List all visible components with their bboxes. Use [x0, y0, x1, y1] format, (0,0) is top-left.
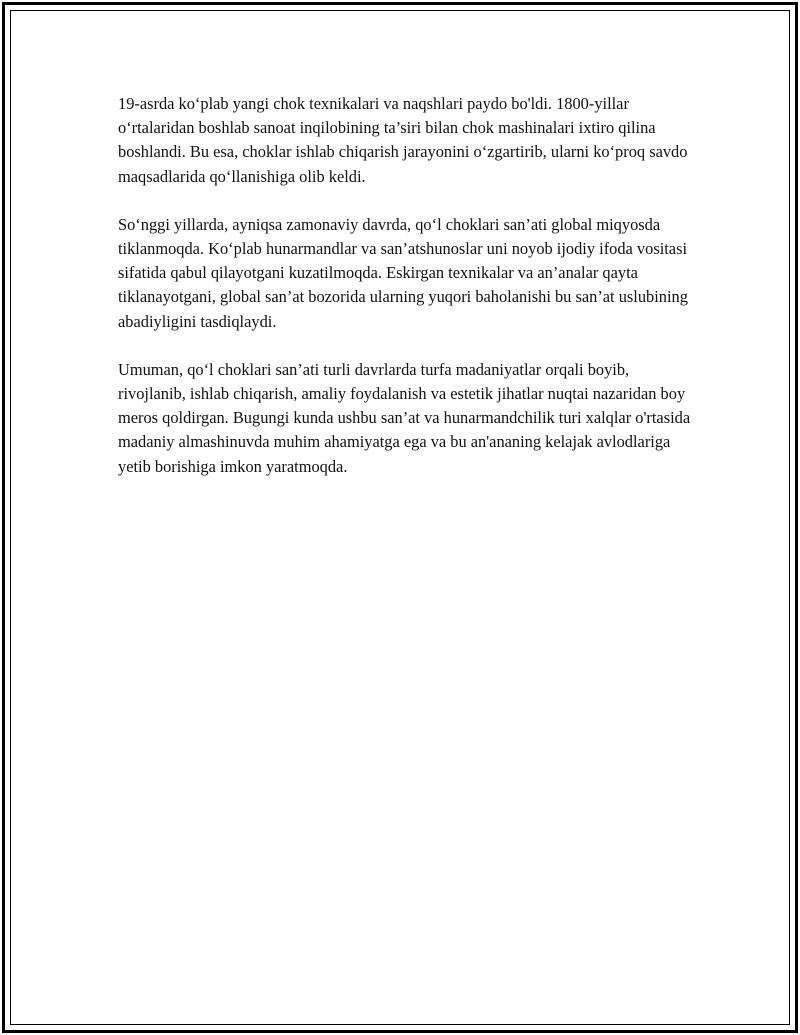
paragraph-1: 19-asrda ko‘plab yangi chok texnikalari va naqshlari paydo bo'ldi. 1800-yillar o‘rtalaridan boshlab sanoat inqilobining ta’siri bilan chok mashinalari ixtiro qilina boshlandi. Bu esa, choklar ishlab chiqarish jarayonini o‘zgartirib, ularni ko‘proq savdo maqsadlarida qo‘llanishiga olib keldi.	[118, 94, 688, 186]
paragraph-2: So‘nggi yillarda, ayniqsa zamonaviy davrda, qo‘l choklari san’ati global miqyosda tiklanmoqda. Ko‘plab hunarmandlar va san’atshunoslar uni noyob ijodiy ifoda vositasi sifatida qabul qilayotgani kuzatilmoqda. Eskirgan texnikalar va an’analar qayta tiklanayotgani, global san’at bozorida ularning yuqori baholanishi bu san’at uslubining abadiyligini tasdiqlaydi.	[118, 214, 688, 331]
paragraph-3: Umuman, qo‘l choklari san’ati turli davrlarda turfa madaniyatlar orqali boyib, rivojlanib, ishlab chiqarish, amaliy foydalanish va estetik jihatlar nuqtai nazaridan boy meros qoldirgan. Bugungi kunda ushbu san’at va hunarmandchilik turi xalqlar o'rtasida madaniy almashinuvda muhim ahamiyatga ega va bu an'ananing kelajak avlodlariga yetib borishiga imkon yaratmoqda.	[118, 359, 691, 476]
document-body	[118, 92, 698, 503]
